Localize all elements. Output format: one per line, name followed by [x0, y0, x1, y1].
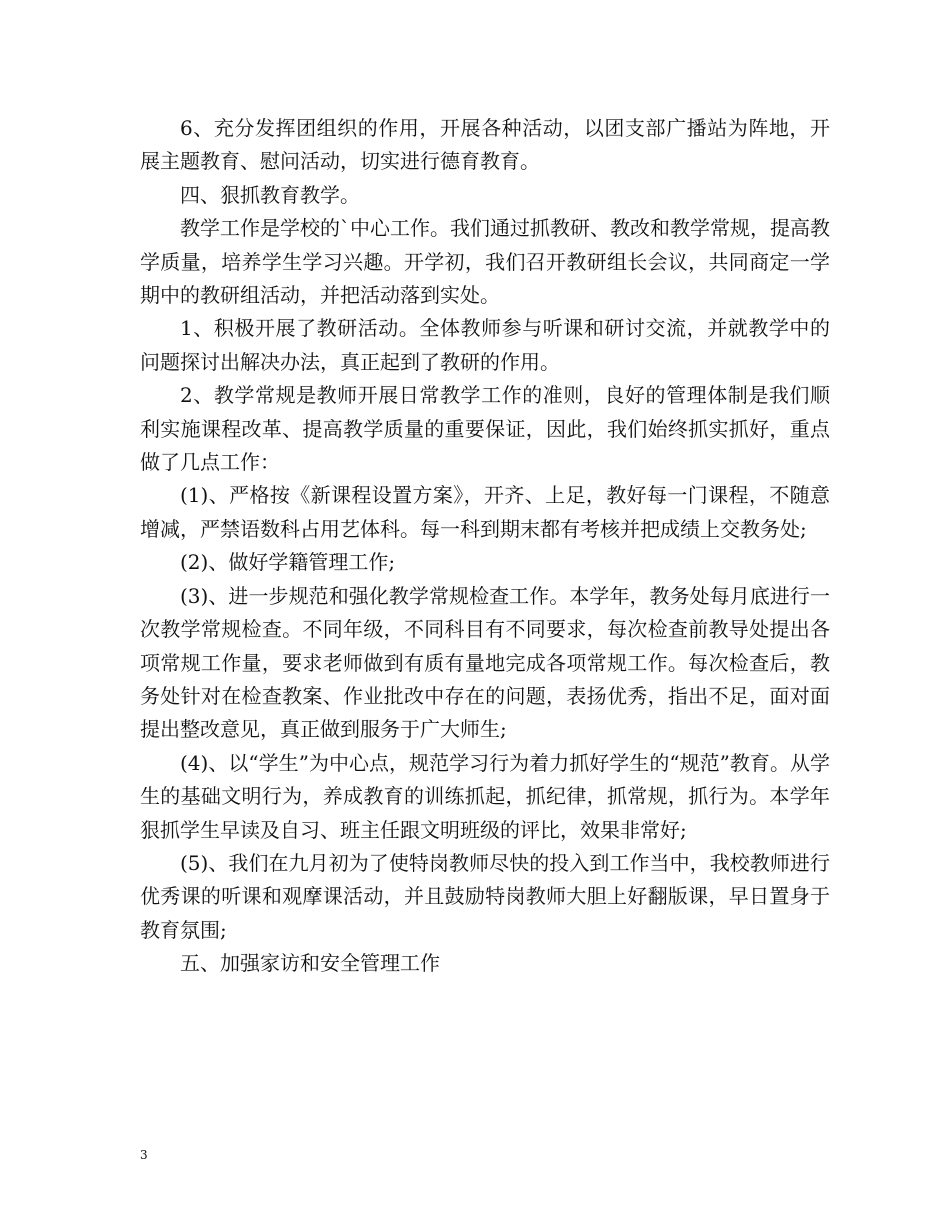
- paragraph-subitem-3: (3)、进一步规范和强化教学常规检查工作。本学年，教务处每月底进行一次教学常规检查。不同年级，不同科目有不同要求，每次检查前教导处提出各项常规工作量，要求老师做到有质有量地完成各项常规工作。每次检查后，教务处针对在检查教案、作业批改中存在的问题，表扬优秀，指出不足，面对面提出整改意见，真正做到服务于广大师生;: [140, 583, 830, 742]
- section-heading-5: 五、加强家访和安全管理工作: [180, 951, 440, 976]
- page-number: 3: [140, 1148, 148, 1162]
- paragraph-subitem-2: (2)、做好学籍管理工作;: [180, 550, 396, 575]
- paragraph-subitem-4: (4)、以“学生”为中心点，规范学习行为着力抓好学生的“规范”教育。从学生的基础文明行为，养成教育的训练抓起，抓纪律，抓常规，抓行为。本学年狠抓学生早读及自习、班主任跟文明班级的评比，效果非常好;: [140, 750, 830, 842]
- paragraph-subitem-5: (5)、我们在九月初为了使特岗教师尽快的投入到工作当中，我校教师进行优秀课的听课和观摩课活动，并且鼓励特岗教师大胆上好翻版课，早日置身于教育氛围;: [140, 850, 830, 942]
- paragraph-teaching-work: 教学工作是学校的`中心工作。我们通过抓教研、教改和教学常规，提高教学质量，培养学生学习兴趣。开学初，我们召开教研组长会议，共同商定一学期中的教研组活动，并把活动落到实处。: [140, 216, 830, 308]
- paragraph-item-1: 1、积极开展了教研活动。全体教师参与听课和研讨交流，并就教学中的问题探讨出解决办法，真正起到了教研的作用。: [140, 316, 830, 374]
- paragraph-subitem-1: (1)、严格按《新课程设置方案》，开齐、上足，教好每一门课程，不随意增减，严禁语数科占用艺体科。每一科到期末都有考核并把成绩上交教务处;: [140, 483, 830, 541]
- paragraph-item-2: 2、教学常规是教师开展日常教学工作的准则，良好的管理体制是我们顺利实施课程改革、提高教学质量的重要保证，因此，我们始终抓实抓好，重点做了几点工作：: [140, 383, 830, 475]
- paragraph-item-6: 6、充分发挥团组织的作用，开展各种活动，以团支部广播站为阵地，开展主题教育、慰问活动，切实进行德育教育。: [140, 116, 830, 174]
- section-heading-4: 四、狠抓教育教学。: [180, 182, 360, 207]
- document-body: [140, 112, 830, 981]
